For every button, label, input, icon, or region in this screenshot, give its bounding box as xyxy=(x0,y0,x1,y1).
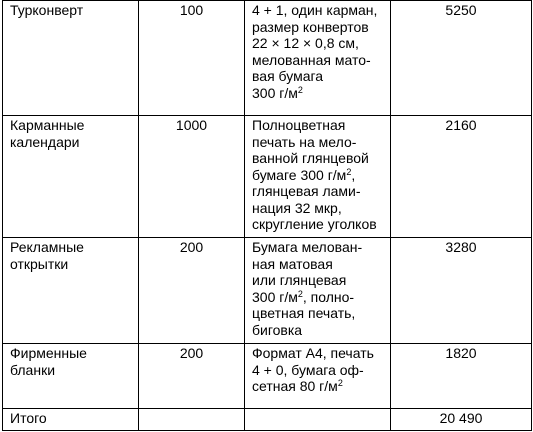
description-text: глянцевая лами- xyxy=(252,183,361,199)
item-name-line: открытки xyxy=(10,255,69,272)
description-text: вая бумага xyxy=(252,68,324,84)
total-row xyxy=(3,409,532,431)
description-text: или глянцевая xyxy=(252,272,347,288)
description-line xyxy=(252,378,383,395)
description-line xyxy=(252,117,383,134)
unit-superscript: 2 xyxy=(346,166,352,177)
description-text: биговка xyxy=(252,321,303,338)
cost-cell: 2160 xyxy=(391,116,532,238)
description-text: скругление уголков xyxy=(252,216,377,232)
quantity-cell: 100 xyxy=(139,1,245,116)
description-line xyxy=(252,2,383,19)
description-text: цветная печать, xyxy=(252,305,356,321)
item-name-cell xyxy=(3,116,139,238)
description-line xyxy=(252,256,383,273)
description-line xyxy=(252,35,383,52)
item-name-line: Турконверт xyxy=(10,2,84,18)
description-line xyxy=(252,362,383,379)
price-table xyxy=(2,0,532,431)
description-text-tail: , xyxy=(351,166,356,183)
item-name-line: Карманные xyxy=(10,117,85,133)
description-text-tail: , полно- xyxy=(302,288,355,305)
cost-cell: 3280 xyxy=(391,238,532,344)
description-line xyxy=(252,272,383,289)
item-name-cell xyxy=(3,238,139,344)
quantity-cell: 200 xyxy=(139,344,245,409)
description-line xyxy=(252,289,383,306)
description-text: размер конвертов xyxy=(252,18,369,35)
item-name-line: календари xyxy=(10,133,80,150)
description-text: сетная 80 г/м xyxy=(252,378,338,394)
description-text: Полноцветная xyxy=(252,117,346,133)
item-name-line: бланки xyxy=(10,361,56,378)
description-text: нация 32 мкр, xyxy=(252,199,342,216)
description-text: бумаге 300 г/м xyxy=(252,166,347,183)
description-line xyxy=(252,68,383,85)
description-text: 300 г/м xyxy=(252,84,298,101)
table-row xyxy=(3,344,532,409)
table-row xyxy=(3,1,532,116)
description-text: 4 + 0, бумага оф- xyxy=(252,361,364,378)
description-text: 4 + 1, один карман, xyxy=(252,2,378,18)
table-row xyxy=(3,116,532,238)
description-line xyxy=(252,167,383,184)
total-quantity-cell xyxy=(139,409,245,431)
unit-superscript: 2 xyxy=(297,288,303,299)
description-text: Формат А4, печать xyxy=(252,345,374,361)
description-cell xyxy=(245,238,391,344)
description-line xyxy=(252,239,383,256)
description-line xyxy=(252,183,383,200)
item-name-cell xyxy=(3,344,139,409)
item-name-line: Фирменные xyxy=(10,345,87,361)
description-cell xyxy=(245,116,391,238)
description-line xyxy=(252,345,383,362)
description-cell xyxy=(245,344,391,409)
total-label: Итого xyxy=(3,409,139,431)
total-description-cell xyxy=(245,409,391,431)
description-line xyxy=(252,200,383,217)
unit-superscript: 2 xyxy=(297,84,303,95)
description-line xyxy=(252,216,383,233)
table-row xyxy=(3,238,532,344)
unit-superscript: 2 xyxy=(337,378,343,388)
table-body xyxy=(3,1,532,431)
quantity-cell: 1000 xyxy=(139,116,245,238)
description-line xyxy=(252,52,383,69)
description-line xyxy=(252,305,383,322)
quantity-cell: 200 xyxy=(139,238,245,344)
description-text: Бумага мелован- xyxy=(252,239,363,255)
total-cost: 20 490 xyxy=(391,409,532,431)
item-name-cell xyxy=(3,1,139,116)
description-text: 300 г/м xyxy=(252,288,298,305)
description-line xyxy=(252,322,383,339)
description-cell xyxy=(245,1,391,116)
description-text: ванной глянцевой xyxy=(252,150,369,166)
description-line xyxy=(252,19,383,36)
description-text: ная матовая xyxy=(252,255,333,272)
description-text: печать на мело- xyxy=(252,133,357,150)
description-text: мелованная мато- xyxy=(252,51,371,68)
item-name-line: Рекламные xyxy=(10,239,84,255)
description-line xyxy=(252,134,383,151)
description-line xyxy=(252,85,383,102)
cost-cell: 1820 xyxy=(391,344,532,409)
cost-cell: 5250 xyxy=(391,1,532,116)
description-line xyxy=(252,150,383,167)
description-text: 22 × 12 × 0,8 см, xyxy=(252,35,359,51)
